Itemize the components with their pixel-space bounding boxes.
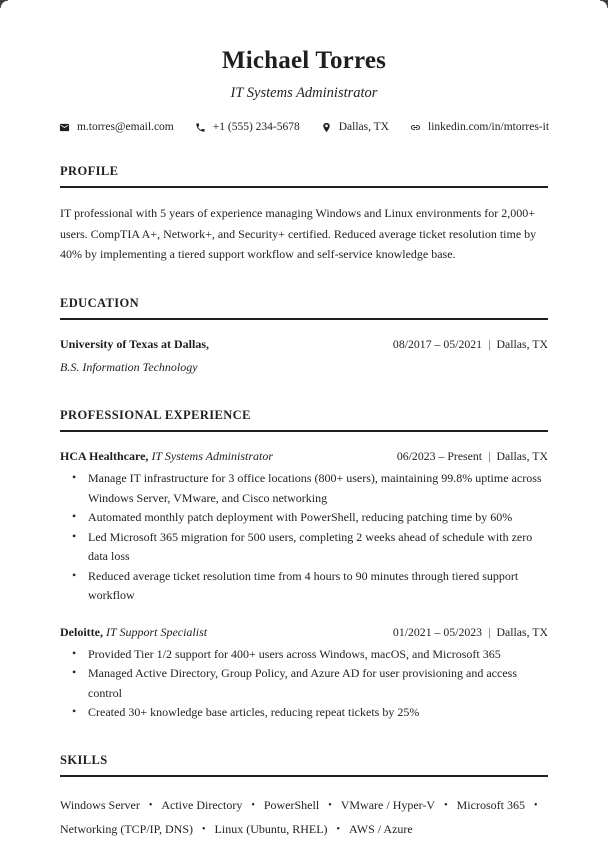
section-heading-skills: SKILLS [60,753,548,777]
experience-title [60,623,207,642]
experience-bullet: • Automated monthly patch deployment with PowerShell, reducing patching time by 60% [72,508,548,527]
meta-separator: | [488,624,491,639]
skill-separator: • [251,800,255,812]
contact-location [321,121,389,133]
experience-bullet: • Created 30+ knowledge base articles, reducing repeat tickets by 25% [72,703,548,722]
experience-company: HCA Healthcare, [60,449,149,464]
contact-linkedin[interactable] [410,121,549,133]
meta-separator: | [488,336,491,351]
experience-dates: 01/2021 – 05/2023 [392,624,483,639]
skill-separator: • [328,800,332,812]
skill-separator: • [202,824,206,836]
experience-meta [397,447,548,466]
contact-email-text: m.torres@email.com [76,121,174,133]
experience-company: Deloitte, [60,624,103,639]
experience-bullet-list [72,469,548,605]
skill-item: Active Directory [161,798,243,813]
skill-separator: • [148,800,153,812]
skill-item: Linux (Ubuntu, RHEL) [214,822,328,837]
section-heading-education: EDUCATION [60,296,548,320]
skill-item: Windows Server [60,798,140,813]
skill-item: Networking (TCP/IP, DNS) [60,822,194,837]
experience-location: Dallas, TX [496,449,548,464]
profile-text: IT professional with 5 years of experience managing Windows and Linux environments for 2,000+ users. CompTIA A+, Network+, and Security+ certified. Reduced average ticket resolution time by 40% by implementing a tiered support workflow and self-service knowledge base. [60,206,537,262]
education-meta [393,335,548,354]
experience-dates: 06/2023 – Present [396,449,483,464]
skill-separator: • [336,824,341,836]
skill-item: Microsoft 365 [456,798,525,813]
page-corner-top-left [0,0,8,8]
education-entry [60,335,548,377]
contact-phone[interactable] [195,121,300,133]
education-institution: University of Texas at Dallas, [60,336,210,351]
experience-role: IT Support Specialist [105,624,208,639]
experience-meta [393,623,548,642]
job-title: IT Systems Administrator [230,85,378,101]
experience-entry [60,447,548,605]
section-heading-profile: PROFILE [60,164,548,188]
envelope-icon [59,122,70,133]
experience-bullet: • Led Microsoft 365 migration for 500 users, completing 2 weeks ahead of schedule with zero data loss [72,528,548,567]
education-dates: 08/2017 – 05/2021 [392,336,483,351]
experience-bullet-list [72,645,548,723]
contact-location-text: Dallas, TX [338,121,389,133]
experience-bullet: • Manage IT infrastructure for 3 office locations (800+ users), maintaining 99.8% uptime across Windows Server, VMware, and Cisco networking [72,469,548,508]
experience-entry [60,623,548,723]
page-title: Michael Torres [221,47,387,74]
phone-icon [195,122,206,133]
contact-phone-text: +1 (555) 234-5678 [212,121,300,133]
experience-bullet: • Provided Tier 1/2 support for 400+ users across Windows, macOS, and Microsoft 365 [72,645,548,664]
skill-separator: • [444,800,448,812]
resume-header [60,46,548,133]
experience-bullet: • Reduced average ticket resolution time from 4 hours to 90 minutes through tiered support workflow [72,567,548,606]
section-skills [60,753,548,841]
experience-location: Dallas, TX [496,624,548,639]
contact-linkedin-text: linkedin.com/in/mtorres-it [428,121,550,133]
section-profile [60,164,548,265]
skill-item: VMware / Hyper-V [340,798,436,813]
skill-separator: • [533,800,538,812]
contact-email[interactable] [59,121,174,133]
skills-list [60,793,548,841]
experience-role: IT Systems Administrator [151,449,274,464]
section-education [60,296,548,377]
page-corner-top-right [600,0,608,8]
section-heading-experience: PROFESSIONAL EXPERIENCE [60,408,548,432]
link-icon [410,122,421,133]
contact-row [60,121,548,133]
location-pin-icon [321,122,332,133]
experience-bullet: • Managed Active Directory, Group Policy, and Azure AD for user provisioning and access control [72,664,548,703]
section-experience [60,408,548,722]
meta-separator: | [488,449,491,464]
skill-item: AWS / Azure [349,822,413,837]
experience-title [60,447,273,466]
skill-item: PowerShell [263,798,320,813]
education-location: Dallas, TX [496,336,548,351]
education-degree: B.S. Information Technology [60,360,198,375]
